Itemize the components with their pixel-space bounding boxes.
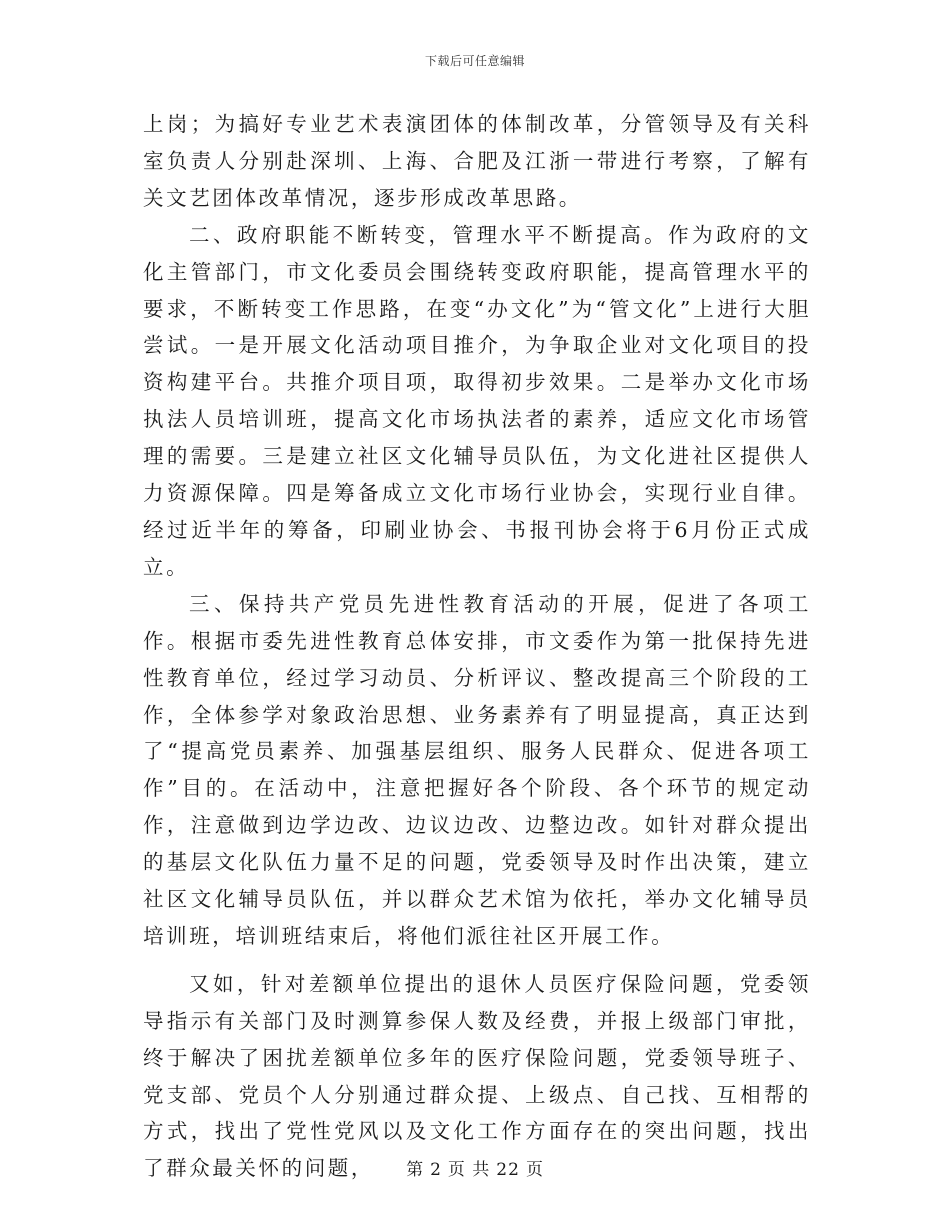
paragraph-continuation: 上岗；为搞好专业艺术表演团体的体制改革，分管领导及有关科室负责人分别赴深圳、上海、合肥及江浙一带进行考察，了解有关文艺团体改革情况，逐步形成改革思路。 [143, 112, 811, 210]
page-number: 2 [430, 1160, 442, 1180]
paragraph-example: 又如，针对差额单位提出的退休人员医疗保险问题，党委领导指示有关部门及时测算参保人数及经费，并报上级部门审批，终于解决了困扰差额单位多年的医疗保险问题，党委领导班子、党支部、党员个人分别通过群众提、上级点、自己找、互相帮的方式，找出了党性党风以及文化工作方面存在的突出问题，找出了群众最关怀的问题， [143, 971, 811, 1181]
total-pages: 22 [496, 1160, 520, 1180]
page-footer [0, 1155, 950, 1180]
paragraph-section-three: 三、保持共产党员先进性教育活动的开展，促进了各项工作。根据市委先进性教育总体安排，市文委作为第一批保持先进性教育单位，经过学习动员、分析评议、整改提高三个阶段的工作，全体参学对象政治思想、业务素养有了明显提高，真正达到了“提高党员素养、加强基层组织、服务人民群众、促进各项工作”目的。在活动中，注意把握好各个阶段、各个环节的规定动作，注意做到边学边改、边议边改、边整边改。如针对群众提出的基层文化队伍力量不足的问题，党委领导及时作出决策，建立社区文化辅导员队伍，并以群众艺术馆为依托，举办文化辅导员培训班，培训班结束后，将他们派往社区开展工作。 [143, 591, 811, 948]
document-body [143, 106, 811, 1187]
page-header: 下载后可任意编辑 [424, 54, 525, 68]
footer-suffix: 页 [525, 1160, 544, 1180]
paragraph-section-two: 二、政府职能不断转变，管理水平不断提高。作为政府的文化主管部门，市文化委员会围绕转变政府职能，提高管理水平的要求，不断转变工作思路，在变“办文化”为“管文化”上进行大胆尝试。一是开展文化活动项目推介，为争取企业对文化项目的投资构建平台。共推介项目项，取得初步效果。二是举办文化市场执法人员培训班，提高文化市场执法者的素养，适应文化市场管理的需要。三是建立社区文化辅导员队伍，为文化进社区提供人力资源保障。四是筹备成立文化市场行业协会，实现行业自律。经过近半年的筹备，印刷业协会、书报刊协会将于6月份正式成立。 [143, 222, 811, 579]
footer-prefix: 第 [406, 1160, 425, 1180]
footer-middle: 页 共 [447, 1160, 491, 1180]
